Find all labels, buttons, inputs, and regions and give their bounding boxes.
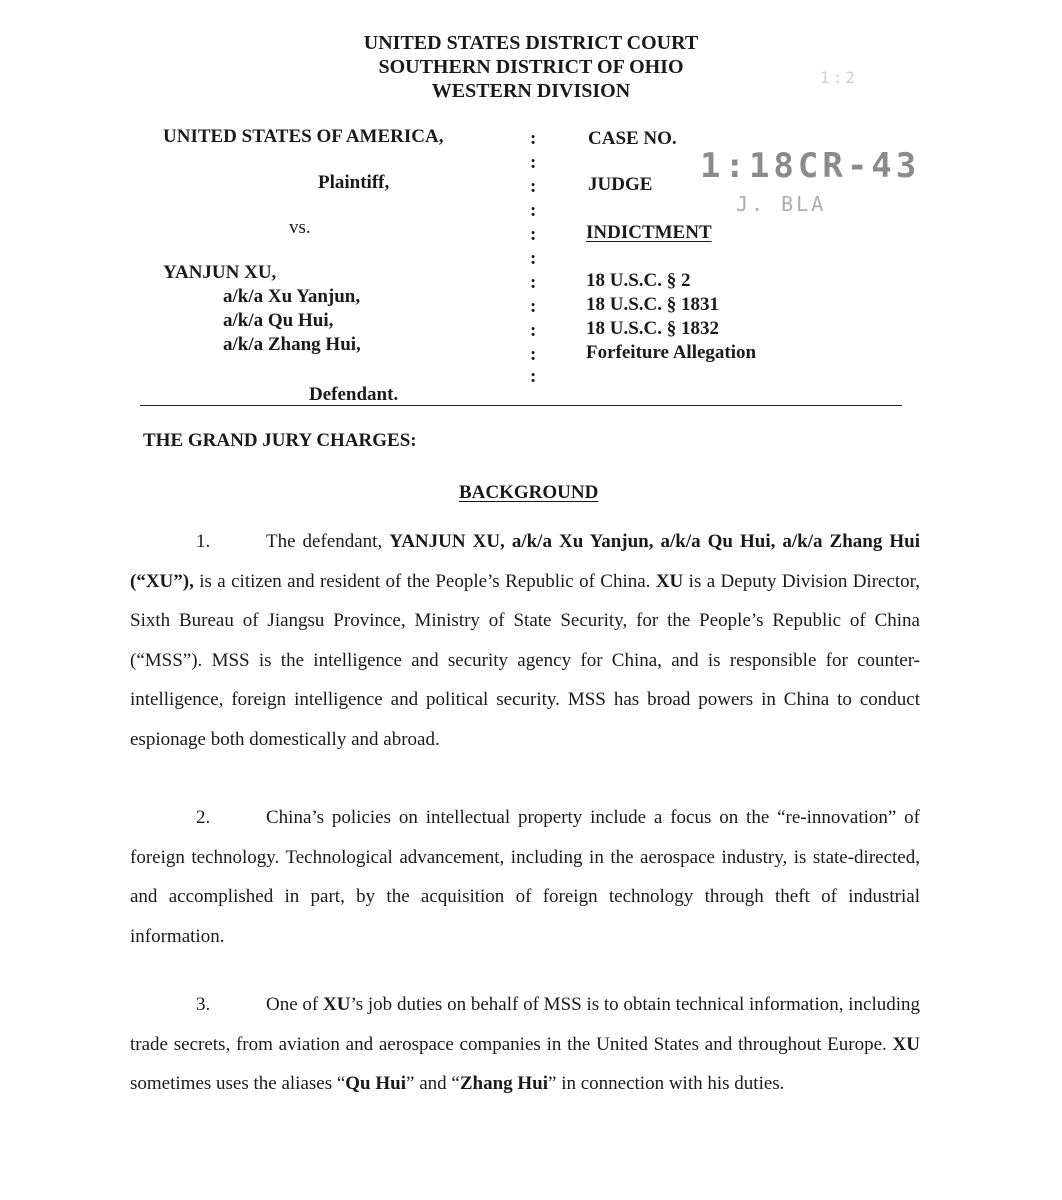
caption-colon: : [530,176,537,197]
statute-3: 18 U.S.C. § 1832 [586,318,720,339]
paragraph-number: 3. [196,994,211,1015]
caption-divider [140,405,902,406]
caption-colon: : [530,248,537,269]
defendant-role: Defendant. [309,384,399,405]
defendant-name: YANJUN XU, [163,262,277,283]
plaintiff-role: Plaintiff, [318,172,390,193]
court-division: WESTERN DIVISION [431,80,631,102]
versus-label: vs. [289,217,311,238]
case-number-stamp: 1:18CR-43 [700,146,921,186]
caption-colon: : [530,296,537,317]
caption-colon: : [530,272,537,293]
court-name: UNITED STATES DISTRICT COURT [363,32,699,54]
caption-colon: : [530,152,537,173]
statute-2: 18 U.S.C. § 1831 [586,294,720,315]
plaintiff-name: UNITED STATES OF AMERICA, [163,126,444,147]
caption-colon: : [530,128,537,149]
paragraph-1: 1. The defendant, YANJUN XU, a/k/a Xu Yanjun, a/k/a Qu Hui, a/k/a Zhang Hui (“XU”), is a citizen and resident of the People’s Republic of China. XU is a Deputy Division Director, Sixth Bureau of Jiangsu Province, Ministry of State Security, for the People’s Republic of China (“MSS”). MSS is the intelligence and security agency for China, and is responsible for counter-intelligence, foreign intelligence and political security. MSS has broad powers in China to conduct espionage both domestically and abroad. [130,522,920,759]
faint-stamp: 1:2 [820,68,858,87]
caption-colon: : [530,344,537,365]
indictment-label: INDICTMENT [586,222,712,243]
grand-jury-charges-heading: THE GRAND JURY CHARGES: [143,430,417,451]
caption-colon: : [530,224,537,245]
judge-label: JUDGE [588,174,653,195]
background-heading: BACKGROUND [459,482,599,503]
defendant-alias-2: a/k/a Qu Hui, [223,310,334,331]
statute-1: 18 U.S.C. § 2 [586,270,691,291]
paragraph-number: 2. [196,807,211,828]
forfeiture-allegation: Forfeiture Allegation [586,342,757,363]
paragraph-2: 2. China’s policies on intellectual property include a focus on the “re-innovation” of foreign technology. Technological advancement, including in the aerospace industry, is state-directed, and accomplished in part, by the acquisition of foreign technology through theft of industrial information. [130,798,920,956]
caption-colon: : [530,366,537,387]
judge-stamp: J. BLA [736,192,827,216]
case-number-label: CASE NO. [588,128,677,149]
caption-colon: : [530,320,537,341]
defendant-alias-3: a/k/a Zhang Hui, [223,334,361,355]
paragraph-number: 1. [196,531,211,552]
paragraph-3: 3. One of XU’s job duties on behalf of MSS is to obtain technical information, including trade secrets, from aviation and aerospace companies in the United States and throughout Europe. XU sometimes uses the aliases “Qu Hui” and “Zhang Hui” in connection with his duties. [130,985,920,1104]
defendant-alias-1: a/k/a Xu Yanjun, [223,286,361,307]
court-district: SOUTHERN DISTRICT OF OHIO [378,56,684,78]
caption-colon: : [530,200,537,221]
